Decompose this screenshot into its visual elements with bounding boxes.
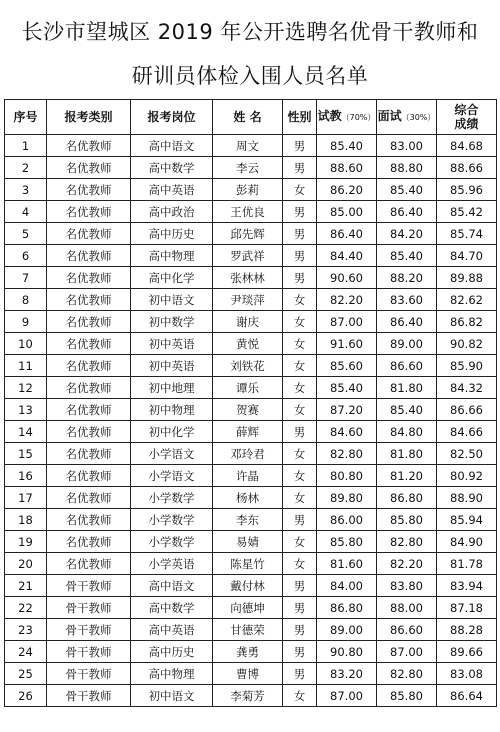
document-title-line-2: 研训员体检入围人员名单 bbox=[131, 64, 369, 88]
cell-exam-score: 87.00 bbox=[317, 311, 377, 333]
table-row bbox=[5, 399, 497, 421]
cell-interview-score: 84.20 bbox=[377, 223, 437, 245]
cell-interview-score: 84.80 bbox=[377, 421, 437, 443]
cell-position: 小学英语 bbox=[131, 553, 213, 575]
header-interview-weight: （30%） bbox=[401, 113, 436, 122]
cell-sex: 男 bbox=[283, 201, 317, 223]
table-row bbox=[5, 311, 497, 333]
cell-interview-score: 86.40 bbox=[377, 201, 437, 223]
cell-sex: 女 bbox=[283, 685, 317, 707]
cell-name: 甘德荣 bbox=[213, 619, 283, 641]
cell-name: 向德坤 bbox=[213, 597, 283, 619]
cell-name: 彭莉 bbox=[213, 179, 283, 201]
cell-name: 薛辉 bbox=[213, 421, 283, 443]
cell-category: 名优教师 bbox=[47, 355, 131, 377]
cell-no: 24 bbox=[5, 641, 47, 663]
cell-category: 名优教师 bbox=[47, 399, 131, 421]
cell-interview-score: 85.80 bbox=[377, 509, 437, 531]
cell-position: 高中物理 bbox=[131, 663, 213, 685]
cell-exam-score: 86.80 bbox=[317, 597, 377, 619]
cell-sex: 男 bbox=[283, 597, 317, 619]
cell-interview-score: 82.80 bbox=[377, 663, 437, 685]
cell-category: 名优教师 bbox=[47, 157, 131, 179]
cell-name: 杨林 bbox=[213, 487, 283, 509]
header-sex: 性别 bbox=[283, 100, 317, 135]
cell-position: 初中化学 bbox=[131, 421, 213, 443]
cell-position: 高中数学 bbox=[131, 597, 213, 619]
cell-total-score: 80.92 bbox=[437, 465, 497, 487]
cell-sex: 男 bbox=[283, 663, 317, 685]
cell-exam-score: 85.40 bbox=[317, 377, 377, 399]
cell-name: 谭乐 bbox=[213, 377, 283, 399]
cell-interview-score: 81.20 bbox=[377, 465, 437, 487]
cell-position: 初中语文 bbox=[131, 685, 213, 707]
cell-name: 张林林 bbox=[213, 267, 283, 289]
cell-category: 骨干教师 bbox=[47, 575, 131, 597]
cell-category: 名优教师 bbox=[47, 179, 131, 201]
header-total-line-2: 成绩 bbox=[454, 117, 479, 131]
cell-total-score: 84.66 bbox=[437, 421, 497, 443]
document-title-line-1: 长沙市望城区 2019 年公开选聘名优骨干教师和 bbox=[21, 20, 479, 44]
cell-sex: 男 bbox=[283, 135, 317, 157]
cell-interview-score: 85.40 bbox=[377, 179, 437, 201]
cell-position: 高中英语 bbox=[131, 619, 213, 641]
cell-sex: 女 bbox=[283, 179, 317, 201]
header-interview-label: 面试 bbox=[377, 109, 402, 123]
cell-interview-score: 83.60 bbox=[377, 289, 437, 311]
cell-interview-score: 83.80 bbox=[377, 575, 437, 597]
cell-total-score: 85.90 bbox=[437, 355, 497, 377]
cell-name: 贺赛 bbox=[213, 399, 283, 421]
cell-exam-score: 86.20 bbox=[317, 179, 377, 201]
cell-name: 谢庆 bbox=[213, 311, 283, 333]
cell-exam-score: 82.80 bbox=[317, 443, 377, 465]
cell-category: 名优教师 bbox=[47, 289, 131, 311]
cell-exam-score: 81.60 bbox=[317, 553, 377, 575]
cell-total-score: 89.88 bbox=[437, 267, 497, 289]
cell-interview-score: 89.00 bbox=[377, 333, 437, 355]
cell-category: 骨干教师 bbox=[47, 663, 131, 685]
cell-exam-score: 87.20 bbox=[317, 399, 377, 421]
cell-interview-score: 86.60 bbox=[377, 619, 437, 641]
cell-no: 26 bbox=[5, 685, 47, 707]
candidate-table bbox=[4, 99, 497, 707]
cell-interview-score: 85.80 bbox=[377, 685, 437, 707]
cell-category: 名优教师 bbox=[47, 135, 131, 157]
cell-category: 名优教师 bbox=[47, 421, 131, 443]
cell-no: 1 bbox=[5, 135, 47, 157]
cell-total-score: 88.66 bbox=[437, 157, 497, 179]
table-row bbox=[5, 245, 497, 267]
cell-interview-score: 87.00 bbox=[377, 641, 437, 663]
cell-position: 高中数学 bbox=[131, 157, 213, 179]
cell-total-score: 84.70 bbox=[437, 245, 497, 267]
cell-total-score: 83.08 bbox=[437, 663, 497, 685]
cell-category: 名优教师 bbox=[47, 223, 131, 245]
cell-total-score: 88.28 bbox=[437, 619, 497, 641]
cell-sex: 男 bbox=[283, 157, 317, 179]
cell-category: 骨干教师 bbox=[47, 641, 131, 663]
cell-category: 名优教师 bbox=[47, 267, 131, 289]
table-row bbox=[5, 421, 497, 443]
cell-name: 周文 bbox=[213, 135, 283, 157]
cell-position: 高中历史 bbox=[131, 223, 213, 245]
cell-exam-score: 86.40 bbox=[317, 223, 377, 245]
table-row bbox=[5, 597, 497, 619]
cell-position: 初中地理 bbox=[131, 377, 213, 399]
cell-position: 初中英语 bbox=[131, 355, 213, 377]
cell-interview-score: 88.20 bbox=[377, 267, 437, 289]
table-row bbox=[5, 157, 497, 179]
cell-category: 名优教师 bbox=[47, 245, 131, 267]
cell-no: 12 bbox=[5, 377, 47, 399]
cell-sex: 女 bbox=[283, 553, 317, 575]
table-row bbox=[5, 487, 497, 509]
cell-exam-score: 91.60 bbox=[317, 333, 377, 355]
cell-name: 李云 bbox=[213, 157, 283, 179]
cell-position: 小学数学 bbox=[131, 487, 213, 509]
cell-no: 3 bbox=[5, 179, 47, 201]
cell-sex: 男 bbox=[283, 575, 317, 597]
cell-position: 高中英语 bbox=[131, 179, 213, 201]
cell-name: 李东 bbox=[213, 509, 283, 531]
cell-category: 名优教师 bbox=[47, 509, 131, 531]
cell-interview-score: 81.80 bbox=[377, 443, 437, 465]
cell-interview-score: 88.80 bbox=[377, 157, 437, 179]
cell-exam-score: 89.00 bbox=[317, 619, 377, 641]
cell-position: 初中英语 bbox=[131, 333, 213, 355]
cell-exam-score: 87.00 bbox=[317, 685, 377, 707]
cell-interview-score: 82.80 bbox=[377, 531, 437, 553]
cell-total-score: 81.78 bbox=[437, 553, 497, 575]
cell-sex: 男 bbox=[283, 641, 317, 663]
cell-exam-score: 80.80 bbox=[317, 465, 377, 487]
cell-sex: 男 bbox=[283, 223, 317, 245]
cell-no: 9 bbox=[5, 311, 47, 333]
cell-no: 16 bbox=[5, 465, 47, 487]
table-row bbox=[5, 685, 497, 707]
cell-sex: 男 bbox=[283, 245, 317, 267]
cell-name: 黄悦 bbox=[213, 333, 283, 355]
cell-sex: 男 bbox=[283, 619, 317, 641]
cell-position: 小学语文 bbox=[131, 465, 213, 487]
cell-name: 罗武祥 bbox=[213, 245, 283, 267]
cell-total-score: 85.96 bbox=[437, 179, 497, 201]
header-total-line-1: 综合 bbox=[454, 103, 479, 117]
cell-category: 名优教师 bbox=[47, 311, 131, 333]
cell-exam-score: 90.60 bbox=[317, 267, 377, 289]
table-row bbox=[5, 575, 497, 597]
cell-exam-score: 88.60 bbox=[317, 157, 377, 179]
cell-total-score: 85.42 bbox=[437, 201, 497, 223]
cell-position: 小学数学 bbox=[131, 531, 213, 553]
cell-total-score: 83.94 bbox=[437, 575, 497, 597]
cell-category: 骨干教师 bbox=[47, 685, 131, 707]
table-row bbox=[5, 619, 497, 641]
cell-position: 高中物理 bbox=[131, 245, 213, 267]
cell-name: 龚勇 bbox=[213, 641, 283, 663]
cell-sex: 女 bbox=[283, 531, 317, 553]
table-row bbox=[5, 289, 497, 311]
cell-interview-score: 81.80 bbox=[377, 377, 437, 399]
table-row bbox=[5, 223, 497, 245]
cell-interview-score: 85.40 bbox=[377, 399, 437, 421]
cell-sex: 女 bbox=[283, 377, 317, 399]
header-exam-weight: （70%） bbox=[341, 113, 376, 122]
cell-category: 骨干教师 bbox=[47, 597, 131, 619]
cell-no: 25 bbox=[5, 663, 47, 685]
header-interview bbox=[377, 100, 437, 135]
cell-category: 名优教师 bbox=[47, 377, 131, 399]
header-no: 序号 bbox=[5, 100, 47, 135]
cell-name: 许晶 bbox=[213, 465, 283, 487]
cell-category: 名优教师 bbox=[47, 465, 131, 487]
table-row bbox=[5, 333, 497, 355]
cell-position: 高中语文 bbox=[131, 135, 213, 157]
cell-interview-score: 85.40 bbox=[377, 245, 437, 267]
cell-exam-score: 89.80 bbox=[317, 487, 377, 509]
cell-sex: 女 bbox=[283, 399, 317, 421]
cell-position: 初中语文 bbox=[131, 289, 213, 311]
cell-total-score: 85.74 bbox=[437, 223, 497, 245]
table-row bbox=[5, 663, 497, 685]
table-body bbox=[5, 135, 497, 707]
table-row bbox=[5, 465, 497, 487]
cell-no: 20 bbox=[5, 553, 47, 575]
cell-total-score: 84.68 bbox=[437, 135, 497, 157]
cell-name: 刘铁花 bbox=[213, 355, 283, 377]
cell-exam-score: 84.40 bbox=[317, 245, 377, 267]
cell-sex: 女 bbox=[283, 487, 317, 509]
cell-category: 名优教师 bbox=[47, 443, 131, 465]
cell-name: 易婧 bbox=[213, 531, 283, 553]
cell-total-score: 82.62 bbox=[437, 289, 497, 311]
table-row bbox=[5, 641, 497, 663]
cell-total-score: 85.94 bbox=[437, 509, 497, 531]
cell-total-score: 86.82 bbox=[437, 311, 497, 333]
header-exam-label: 试教 bbox=[317, 109, 342, 123]
cell-exam-score: 84.60 bbox=[317, 421, 377, 443]
cell-interview-score: 83.00 bbox=[377, 135, 437, 157]
cell-no: 10 bbox=[5, 333, 47, 355]
cell-name: 曹博 bbox=[213, 663, 283, 685]
cell-sex: 女 bbox=[283, 311, 317, 333]
cell-sex: 男 bbox=[283, 267, 317, 289]
cell-interview-score: 86.80 bbox=[377, 487, 437, 509]
cell-total-score: 86.66 bbox=[437, 399, 497, 421]
cell-no: 4 bbox=[5, 201, 47, 223]
cell-no: 23 bbox=[5, 619, 47, 641]
cell-no: 15 bbox=[5, 443, 47, 465]
table-row bbox=[5, 553, 497, 575]
header-position: 报考岗位 bbox=[131, 100, 213, 135]
cell-interview-score: 86.60 bbox=[377, 355, 437, 377]
cell-no: 2 bbox=[5, 157, 47, 179]
table-row bbox=[5, 377, 497, 399]
cell-exam-score: 85.40 bbox=[317, 135, 377, 157]
cell-category: 名优教师 bbox=[47, 553, 131, 575]
header-name: 姓 名 bbox=[213, 100, 283, 135]
header-category: 报考类别 bbox=[47, 100, 131, 135]
cell-name: 陈星竹 bbox=[213, 553, 283, 575]
table-row bbox=[5, 267, 497, 289]
cell-no: 17 bbox=[5, 487, 47, 509]
cell-sex: 女 bbox=[283, 355, 317, 377]
table-row bbox=[5, 355, 497, 377]
cell-sex: 男 bbox=[283, 509, 317, 531]
cell-sex: 女 bbox=[283, 443, 317, 465]
cell-category: 名优教师 bbox=[47, 201, 131, 223]
cell-interview-score: 88.00 bbox=[377, 597, 437, 619]
cell-position: 初中数学 bbox=[131, 311, 213, 333]
cell-name: 李菊芳 bbox=[213, 685, 283, 707]
cell-interview-score: 86.40 bbox=[377, 311, 437, 333]
cell-category: 名优教师 bbox=[47, 531, 131, 553]
cell-total-score: 90.82 bbox=[437, 333, 497, 355]
cell-exam-score: 82.20 bbox=[317, 289, 377, 311]
cell-exam-score: 85.00 bbox=[317, 201, 377, 223]
cell-no: 18 bbox=[5, 509, 47, 531]
cell-position: 小学语文 bbox=[131, 443, 213, 465]
cell-sex: 男 bbox=[283, 421, 317, 443]
table-header-row bbox=[5, 100, 497, 135]
cell-total-score: 87.18 bbox=[437, 597, 497, 619]
cell-name: 戴付林 bbox=[213, 575, 283, 597]
header-total bbox=[437, 100, 497, 135]
table-row bbox=[5, 201, 497, 223]
cell-no: 13 bbox=[5, 399, 47, 421]
cell-exam-score: 85.80 bbox=[317, 531, 377, 553]
table-row bbox=[5, 179, 497, 201]
cell-position: 小学数学 bbox=[131, 509, 213, 531]
cell-no: 14 bbox=[5, 421, 47, 443]
cell-no: 8 bbox=[5, 289, 47, 311]
cell-name: 邓玲君 bbox=[213, 443, 283, 465]
cell-category: 骨干教师 bbox=[47, 619, 131, 641]
cell-total-score: 84.90 bbox=[437, 531, 497, 553]
table-row bbox=[5, 509, 497, 531]
cell-no: 11 bbox=[5, 355, 47, 377]
table-row bbox=[5, 531, 497, 553]
cell-exam-score: 84.00 bbox=[317, 575, 377, 597]
header-exam bbox=[317, 100, 377, 135]
cell-exam-score: 83.20 bbox=[317, 663, 377, 685]
cell-position: 高中化学 bbox=[131, 267, 213, 289]
cell-position: 高中政治 bbox=[131, 201, 213, 223]
cell-position: 初中物理 bbox=[131, 399, 213, 421]
cell-exam-score: 86.00 bbox=[317, 509, 377, 531]
cell-no: 19 bbox=[5, 531, 47, 553]
cell-no: 22 bbox=[5, 597, 47, 619]
cell-no: 21 bbox=[5, 575, 47, 597]
cell-name: 尹琰萍 bbox=[213, 289, 283, 311]
cell-sex: 女 bbox=[283, 333, 317, 355]
cell-no: 5 bbox=[5, 223, 47, 245]
cell-name: 王优良 bbox=[213, 201, 283, 223]
cell-name: 邱先辉 bbox=[213, 223, 283, 245]
cell-total-score: 82.50 bbox=[437, 443, 497, 465]
cell-category: 名优教师 bbox=[47, 487, 131, 509]
cell-sex: 女 bbox=[283, 465, 317, 487]
table-row bbox=[5, 135, 497, 157]
cell-sex: 女 bbox=[283, 289, 317, 311]
cell-no: 6 bbox=[5, 245, 47, 267]
cell-position: 高中语文 bbox=[131, 575, 213, 597]
cell-total-score: 88.90 bbox=[437, 487, 497, 509]
cell-no: 7 bbox=[5, 267, 47, 289]
cell-interview-score: 82.20 bbox=[377, 553, 437, 575]
cell-exam-score: 85.60 bbox=[317, 355, 377, 377]
cell-exam-score: 90.80 bbox=[317, 641, 377, 663]
cell-total-score: 84.32 bbox=[437, 377, 497, 399]
cell-total-score: 89.66 bbox=[437, 641, 497, 663]
cell-total-score: 86.64 bbox=[437, 685, 497, 707]
cell-position: 高中历史 bbox=[131, 641, 213, 663]
cell-category: 名优教师 bbox=[47, 333, 131, 355]
table-row bbox=[5, 443, 497, 465]
